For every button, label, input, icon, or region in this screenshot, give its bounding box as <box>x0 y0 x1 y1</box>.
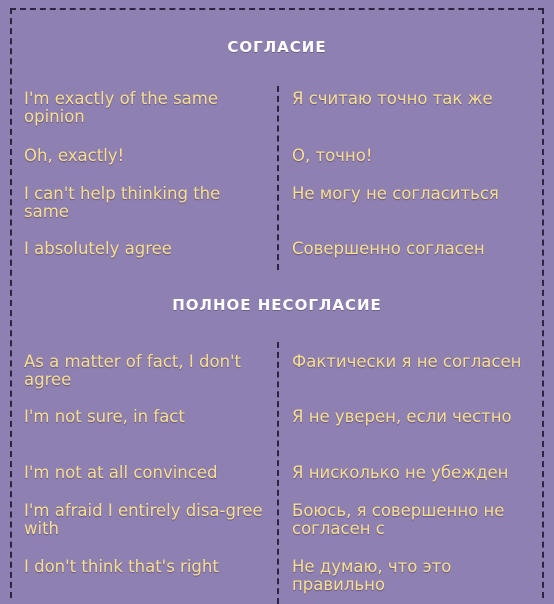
top-dashed-border <box>10 8 544 10</box>
phrase-english: I absolutely agree <box>24 239 172 258</box>
phrase-english: I'm not at all convinced <box>24 463 218 482</box>
phrase-russian: Я считаю точно так же <box>292 89 493 108</box>
phrase-russian: Не могу не согласиться <box>292 184 499 203</box>
phrase-russian: Совершенно согласен <box>292 239 485 258</box>
phrase-russian: Фактически я не согласен <box>292 352 522 371</box>
phrase-russian: Я не уверен, если честно <box>292 407 512 426</box>
phrase-russian: О, точно! <box>292 146 373 165</box>
phrase-english: I can't help thinking the same <box>24 184 221 221</box>
phrase-russian: Не думаю, что это правильно <box>292 557 452 594</box>
phrase-russian: Я нисколько не убежден <box>292 463 509 482</box>
column-divider-disagreement <box>277 342 279 604</box>
column-divider-agreement <box>277 86 279 270</box>
phrase-english: As a matter of fact, I don't agree <box>24 352 242 389</box>
phrase-english: I don't think that's right <box>24 557 219 576</box>
phrase-russian: Боюсь, я совершенно не согласен с <box>292 501 505 538</box>
section-title-disagreement: ПОЛНОЕ НЕСОГЛАСИЕ <box>172 296 382 314</box>
phrase-english: I'm not sure, in fact <box>24 407 185 426</box>
phrase-english: I'm exactly of the same opinion <box>24 89 218 126</box>
phrase-english: Oh, exactly! <box>24 146 125 165</box>
phrase-english: I'm afraid I entirely disa-gree with <box>24 501 263 538</box>
section-title-agreement: СОГЛАСИЕ <box>227 38 327 56</box>
